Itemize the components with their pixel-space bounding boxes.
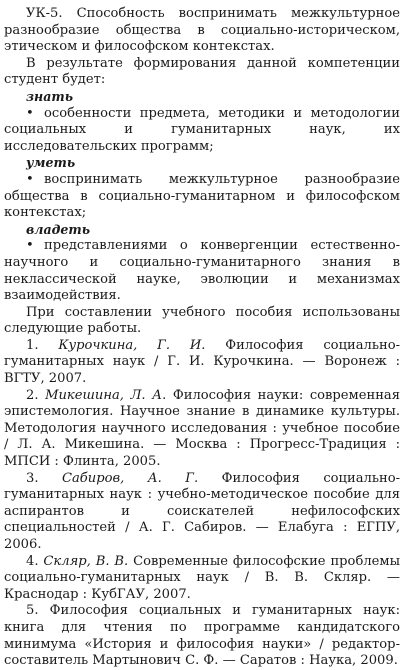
reference-item bbox=[4, 554, 400, 604]
section-label-know: знать bbox=[26, 88, 74, 104]
reference-item bbox=[4, 603, 400, 669]
reference-text: Философия социально-гуманитарных наук : учебно-методическое пособие для аспирантов и соискателей нефилософских специальностей / А. Г. Сабиров. — Елабуга : ЕГПУ, 2006. bbox=[4, 470, 400, 552]
bullet-item-can bbox=[4, 172, 400, 222]
reference-number: 1. bbox=[26, 337, 39, 353]
reference-number: 2. bbox=[26, 387, 39, 403]
bullet-item-know bbox=[4, 106, 400, 156]
reference-author: Сабиров, А. Г. bbox=[61, 470, 199, 486]
reference-author: Скляр, В. В. bbox=[43, 553, 129, 569]
competence-paragraph: УК-5. Способность воспринимать межкультурное разнообразие общества в социально-историческом, этическом и философском контекстах. bbox=[4, 6, 400, 55]
bullet-icon: • bbox=[26, 171, 34, 187]
reference-text: Философия социальных и гуманитарных наук: книга для чтения по программе кандидатского минимума «История и философия науки» / редактор-составитель Мартынович С. Ф. — Саратов : Наука, 2009. bbox=[4, 603, 400, 669]
reference-text: Философия науки: современная эпистемология. Научное знание в динамике культуры. Методология научного исследования : учебное пособие / Л. А. Микешина. — Москва : Прогресс-Традиция : МПСИ : Флинта, 2005. bbox=[4, 387, 400, 470]
section-label-master: владеть bbox=[26, 221, 91, 237]
reference-author: Микешина, Л. А. bbox=[45, 387, 167, 403]
bullet-text: особенности предмета, методики и методологии социальных и гуманитарных наук, их исследовательских программ; bbox=[4, 105, 400, 154]
reference-text: Современные философские проблемы социально-гуманитарных наук / В. В. Скляр. — Краснодар : КубГАУ, 2007. bbox=[4, 553, 400, 602]
bullet-icon: • bbox=[26, 105, 34, 121]
section-label-can: уметь bbox=[26, 155, 76, 171]
reference-text: Философия социально-гуманитарных наук / Г. И. Курочкина. — Воронеж : ВГТУ, 2007. bbox=[4, 337, 400, 387]
bullet-item-master bbox=[4, 238, 400, 304]
reference-author: Курочкина, Г. И. bbox=[58, 337, 206, 353]
reference-number: 5. bbox=[26, 603, 39, 619]
reference-number: 4. bbox=[26, 553, 39, 569]
result-intro-paragraph: В результате формирования данной компетенции студент будет: bbox=[4, 55, 400, 88]
reference-item bbox=[4, 388, 400, 471]
reference-item bbox=[4, 338, 400, 388]
bullet-icon: • bbox=[26, 238, 34, 254]
bullet-text: представлениями о конвергенции естественно-научного и социально-гуманитарного знания в неклассической науке, эволюции и механизмах взаимодействия. bbox=[4, 238, 400, 304]
sources-intro-paragraph: При составлении учебного пособия использованы следующие работы. bbox=[4, 304, 400, 337]
reference-number: 3. bbox=[26, 470, 39, 486]
bullet-text: воспринимать межкультурное разнообразие общества в социально-гуманитарном и философском контекстах; bbox=[4, 171, 400, 221]
reference-item bbox=[4, 471, 400, 554]
